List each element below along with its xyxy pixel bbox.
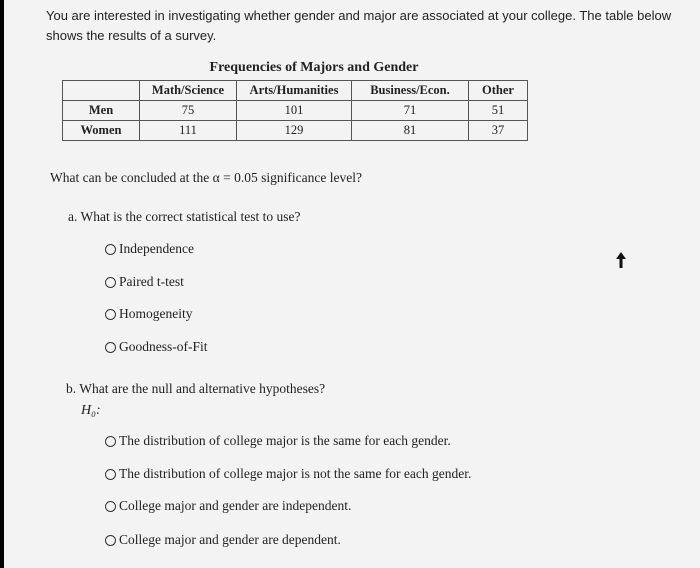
column-header-business-econ: Business/Econ. (352, 81, 469, 101)
option-label: The distribution of college major is not the same for each gender. (119, 466, 472, 481)
option-label: College major and gender are dependent. (119, 532, 341, 547)
option-label: Goodness-of-Fit (119, 339, 208, 354)
option-not-same-distribution[interactable] (105, 466, 471, 482)
part-a-label: a. What is the correct statistical test to use? (68, 209, 301, 224)
option-independent[interactable] (105, 498, 351, 514)
table-cell: 37 (469, 121, 528, 141)
radio-button-icon[interactable] (105, 469, 116, 480)
table-cell: 71 (352, 101, 469, 121)
option-same-distribution[interactable] (105, 433, 451, 449)
frequency-table (62, 80, 528, 141)
intro-line-2: shows the results of a survey. (46, 28, 217, 43)
radio-button-icon[interactable] (105, 244, 116, 255)
null-hypothesis-label: H₀: (81, 403, 101, 418)
option-label: The distribution of college major is the same for each gender. (119, 433, 451, 448)
intro-text (46, 6, 696, 46)
column-header-math-science: Math/Science (140, 81, 237, 101)
radio-button-icon[interactable] (105, 277, 116, 288)
table-cell: 51 (469, 101, 528, 121)
row-header-men: Men (63, 101, 140, 121)
table-row (63, 101, 528, 121)
table-row (63, 121, 528, 141)
option-label: Independence (119, 241, 194, 256)
option-goodness-of-fit[interactable] (105, 339, 208, 355)
option-dependent[interactable] (105, 532, 341, 548)
option-paired-t-test[interactable] (105, 274, 184, 290)
radio-button-icon[interactable] (105, 342, 116, 353)
row-header-women: Women (63, 121, 140, 141)
table-cell: 111 (140, 121, 237, 141)
table-cell: 101 (237, 101, 352, 121)
option-label: College major and gender are independent. (119, 498, 352, 513)
table-corner-cell (63, 81, 140, 101)
mouse-pointer-icon (614, 251, 628, 269)
option-label: Paired t-test (119, 274, 184, 289)
table-cell: 129 (237, 121, 352, 141)
table-cell: 81 (352, 121, 469, 141)
column-header-arts-humanities: Arts/Humanities (237, 81, 352, 101)
radio-button-icon[interactable] (105, 535, 116, 546)
table-title: Frequencies of Majors and Gender (209, 60, 419, 75)
radio-button-icon[interactable] (105, 309, 116, 320)
radio-button-icon[interactable] (105, 501, 116, 512)
column-header-other: Other (469, 81, 528, 101)
option-independence[interactable] (105, 241, 194, 257)
option-homogeneity[interactable] (105, 306, 193, 322)
table-header-row (63, 81, 528, 101)
part-b-label: b. What are the null and alternative hypotheses? (66, 381, 326, 396)
radio-button-icon[interactable] (105, 436, 116, 447)
intro-line-1: You are interested in investigating whether gender and major are associated at your college. The table below (46, 8, 672, 23)
table-cell: 75 (140, 101, 237, 121)
question-text: What can be concluded at the α = 0.05 significance level? (50, 170, 362, 185)
option-label: Homogeneity (119, 306, 193, 321)
worksheet-page (4, 0, 700, 568)
